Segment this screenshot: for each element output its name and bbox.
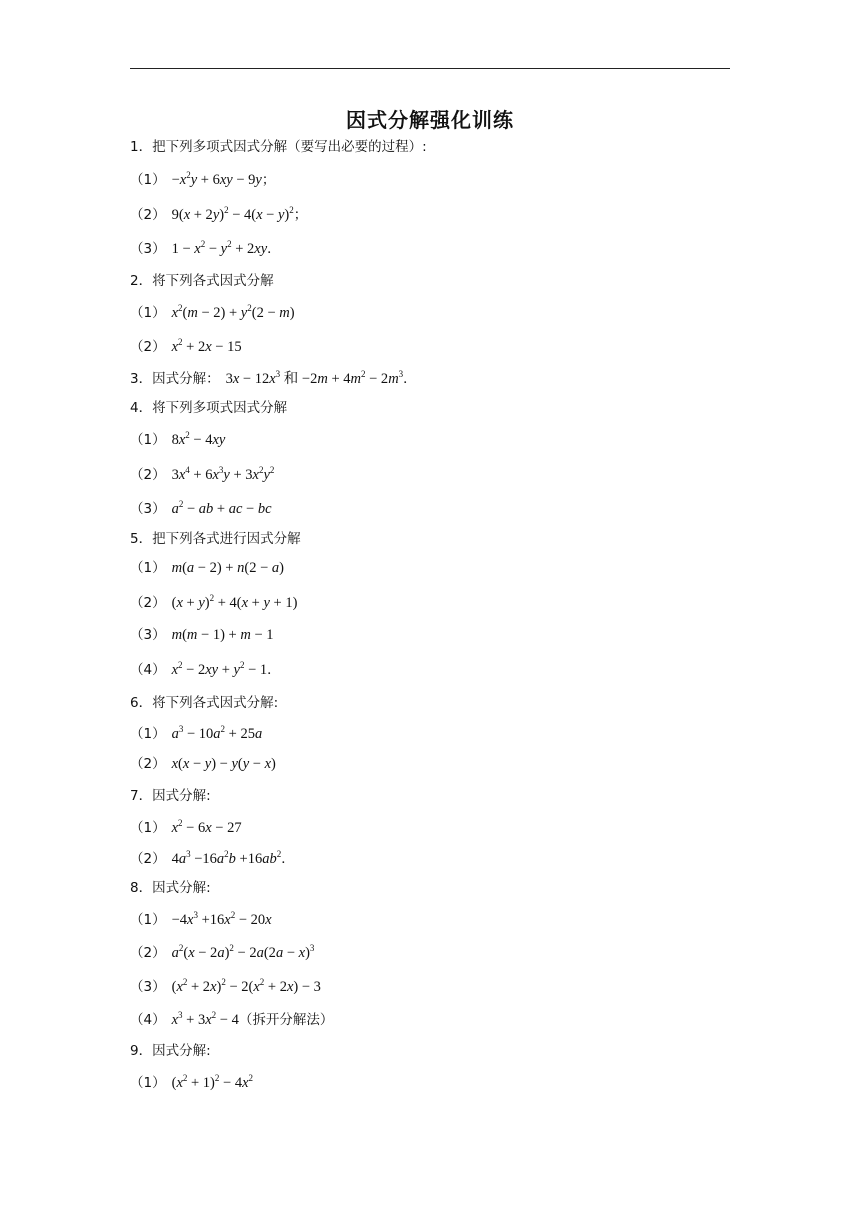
item-number: 3． bbox=[130, 371, 153, 387]
line-suffix: （拆开分解法） bbox=[238, 1012, 334, 1028]
question-heading bbox=[130, 398, 287, 418]
math-expression: m(a − 2) + n(2 − a) bbox=[171, 560, 284, 576]
math-expression: $-4x^3 +16x^2 - 20x$ bbox=[171, 910, 272, 928]
question-heading bbox=[130, 369, 417, 389]
item-number: （2） bbox=[130, 207, 166, 223]
sub-problem bbox=[130, 465, 274, 485]
item-number: （3） bbox=[130, 501, 166, 517]
math-expression: $(x^2 + 2x)^2 - 2(x^2 + 2x) - 3$ bbox=[171, 977, 321, 995]
question-text: 将下列多项式因式分解 bbox=[152, 400, 288, 416]
sub-problem bbox=[130, 593, 297, 613]
item-number: （2） bbox=[130, 339, 166, 355]
line-suffix: ； bbox=[261, 172, 276, 188]
math-expression: $1 - x^2 - y^2 + 2xy$ bbox=[171, 239, 268, 257]
sub-problem bbox=[130, 239, 281, 259]
item-number: 7． bbox=[130, 788, 153, 804]
math-expression: $(x^2 + 1)^2 - 4x^2$ bbox=[171, 1073, 254, 1091]
math-expression: $-x^2y + 6xy - 9y$ bbox=[171, 170, 262, 188]
page-title: 因式分解强化训练 bbox=[346, 108, 514, 132]
math-expression: $9(x + 2y)^2 - 4(x - y)^2$ bbox=[171, 205, 294, 223]
math-expression: $a^2(x - 2a)^2 - 2a(2a - x)^3$ bbox=[171, 943, 315, 961]
item-number: （1） bbox=[130, 172, 166, 188]
sub-problem bbox=[130, 943, 314, 963]
math-expression: m(m − 1) + m − 1 bbox=[171, 627, 274, 643]
question-text: 将下列各式因式分解: bbox=[152, 695, 279, 711]
sub-problem bbox=[130, 303, 295, 323]
item-number: （2） bbox=[130, 595, 166, 611]
item-number: 4． bbox=[130, 400, 153, 416]
question-heading bbox=[130, 271, 274, 291]
math-expression: $x^2 + 2x - 15$ bbox=[171, 337, 242, 355]
item-number: （1） bbox=[130, 726, 166, 742]
sub-problem bbox=[130, 558, 284, 578]
item-number: 5． bbox=[130, 531, 153, 547]
sub-problem bbox=[130, 818, 242, 838]
sub-problem bbox=[130, 1010, 333, 1030]
question-heading bbox=[130, 878, 211, 898]
math-expression: $a^2$ − ab + ac − bc bbox=[171, 499, 272, 517]
sub-problem bbox=[130, 660, 281, 680]
question-heading bbox=[130, 693, 278, 713]
sub-problem bbox=[130, 430, 225, 450]
item-number: （3） bbox=[130, 627, 166, 643]
sub-problem bbox=[130, 910, 272, 930]
math-expression: x(x − y) − y(y − x) bbox=[171, 756, 276, 772]
item-number: （1） bbox=[130, 560, 166, 576]
sub-problem bbox=[130, 170, 275, 190]
header-rule bbox=[130, 68, 730, 69]
line-suffix: ． bbox=[281, 851, 295, 867]
item-number: 1． bbox=[130, 139, 153, 155]
question-text: 因式分解: bbox=[152, 880, 211, 896]
line-suffix: ； bbox=[293, 207, 308, 223]
item-number: 8． bbox=[130, 880, 153, 896]
question-text: 因式分解: bbox=[152, 788, 211, 804]
question-heading bbox=[130, 1041, 211, 1061]
sub-problem bbox=[130, 754, 276, 774]
math-expression: $x^3 + 3x^2 - 4$ bbox=[171, 1010, 239, 1028]
item-number: （1） bbox=[130, 1075, 166, 1091]
item-number: （4） bbox=[130, 662, 166, 678]
line-suffix: ． bbox=[267, 662, 281, 678]
math-expression: $x^2 - 2xy + y^2 - 1$ bbox=[171, 660, 268, 678]
line-suffix: ． bbox=[403, 371, 417, 387]
math-expression: $(x + y)^2 + 4(x + y + 1)$ bbox=[171, 593, 298, 611]
item-number: （1） bbox=[130, 305, 166, 321]
sub-problem bbox=[130, 499, 272, 519]
question-text: 将下列各式因式分解 bbox=[152, 273, 274, 289]
item-number: （2） bbox=[130, 467, 166, 483]
math-expression: $a^3 - 10a^2 + 25a$ bbox=[171, 724, 263, 742]
sub-problem bbox=[130, 724, 262, 744]
question-text: 因式分解： bbox=[152, 371, 220, 387]
question-heading bbox=[130, 786, 211, 806]
sub-problem bbox=[130, 977, 321, 997]
sub-problem bbox=[130, 849, 295, 869]
question-heading bbox=[130, 529, 301, 549]
question-text: 把下列各式进行因式分解 bbox=[152, 531, 301, 547]
math-expression: $3x - 12x^3$ 和 $-2m + 4m^2 - 2m^3$ bbox=[225, 369, 404, 387]
item-number: （1） bbox=[130, 432, 166, 448]
sub-problem bbox=[130, 337, 242, 357]
math-expression: $3x^4 + 6x^3y + 3x^2y^2$ bbox=[171, 465, 275, 483]
item-number: （3） bbox=[130, 979, 166, 995]
item-number: （2） bbox=[130, 756, 166, 772]
line-suffix: ． bbox=[267, 241, 281, 257]
question-text: 把下列多项式因式分解（要写出必要的过程）: bbox=[152, 139, 427, 155]
item-number: （1） bbox=[130, 912, 166, 928]
math-expression: $8x^2 - 4xy$ bbox=[171, 430, 226, 448]
sub-problem bbox=[130, 1073, 253, 1093]
item-number: （1） bbox=[130, 820, 166, 836]
sub-problem bbox=[130, 205, 307, 225]
math-expression: $x^2 - 6x - 27$ bbox=[171, 818, 242, 836]
item-number: 6． bbox=[130, 695, 153, 711]
item-number: 9． bbox=[130, 1043, 153, 1059]
item-number: 2． bbox=[130, 273, 153, 289]
item-number: （3） bbox=[130, 241, 166, 257]
sub-problem bbox=[130, 625, 274, 645]
item-number: （4） bbox=[130, 1012, 166, 1028]
question-heading bbox=[130, 137, 427, 157]
math-expression: $4a^3 -16a^2b +16ab^2$ bbox=[171, 849, 282, 867]
item-number: （2） bbox=[130, 851, 166, 867]
question-text: 因式分解: bbox=[152, 1043, 211, 1059]
math-expression: $x^2(m - 2) + y^2(2 - m)$ bbox=[171, 303, 295, 321]
item-number: （2） bbox=[130, 945, 166, 961]
